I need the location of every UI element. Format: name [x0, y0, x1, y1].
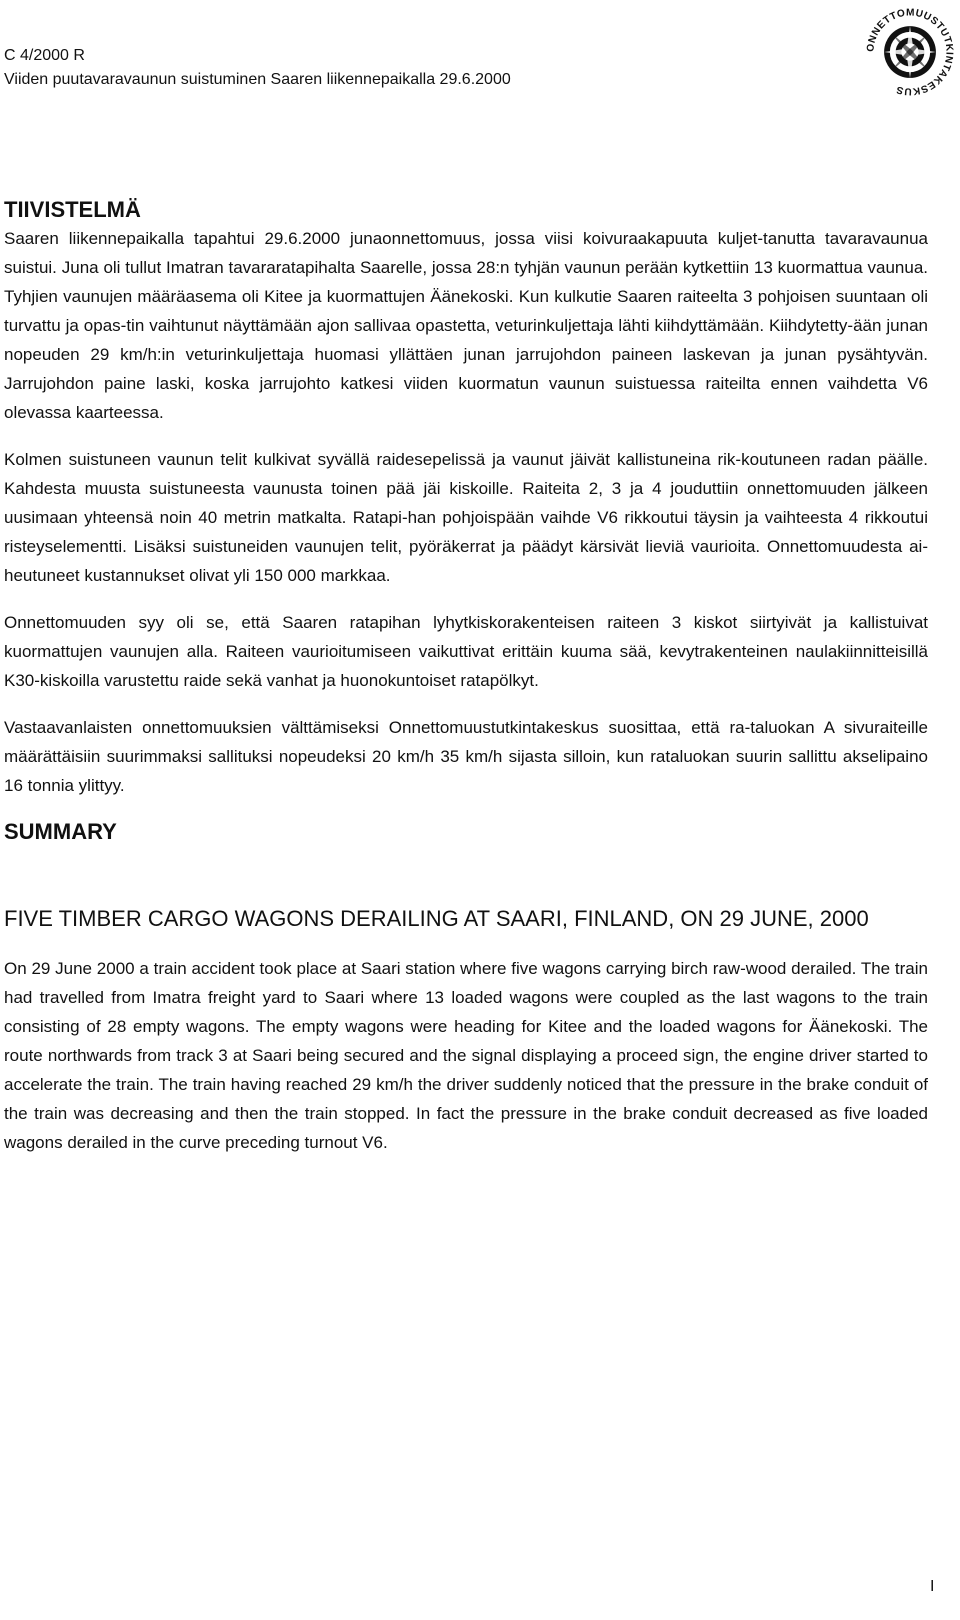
- document-subtitle: Viiden puutavaravaunun suistuminen Saaren liikennepaikalla 29.6.2000: [4, 71, 511, 88]
- tiivistelma-paragraph-4: Vastaavanlaisten onnettomuuksien välttämiseksi Onnettomuustutkintakeskus suosittaa, että ra-taluokan A sivuraiteille määrättäisiin suurimmaksi sallituksi nopeudeksi 20 km/h 35 km/h sijasta silloin, kun rataluokan suurin sallittu akselipaino 16 tonnia ylittyy.: [4, 718, 928, 795]
- tiivistelma-paragraph-3: Onnettomuuden syy oli se, että Saaren ratapihan lyhytkiskorakenteisen raiteen 3 kiskot siirtyivät ja kallistuivat kuormattujen vaunujen alla. Raiteen vaurioitumiseen vaikuttivat erittäin kuuma sää, kevytrakenteinen naulakiinnitteisillä K30-kiskoilla varustettu raide sekä vanhat ja huonokuntoiset ratapölkyt.: [4, 613, 928, 690]
- summary-title: FIVE TIMBER CARGO WAGONS DERAILING AT SAARI, FINLAND, ON 29 JUNE, 2000: [4, 906, 869, 931]
- summary-heading: SUMMARY: [4, 819, 117, 844]
- summary-paragraph: On 29 June 2000 a train accident took place at Saari station where five wagons carrying birch raw-wood derailed. The train had travelled from Imatra freight yard to Saari where 13 loaded wagons were coupled as the last wagons to the train consisting of 28 empty wagons. The empty wagons were heading for Kitee and the loaded wagons for Äänekoski. The route northwards from track 3 at Saari being secured and the signal displaying a proceed sign, the engine driver started to accelerate the train. The train having reached 29 km/h the driver suddenly noticed that the pressure in the brake conduit of the train was decreasing and then the train stopped. In fact the pressure in the brake conduit decreased as five loaded wagons derailed in the curve preceding turnout V6.: [4, 959, 928, 1152]
- main-content: [4, 196, 928, 1175]
- tiivistelma-paragraph-2: Kolmen suistuneen vaunun telit kulkivat syvällä raidesepelissä ja vaunut jäivät kallistuneina rik-koutuneen radan päälle. Kahdesta muusta suistuneesta vaunusta toinen pää jäi kiskoille. Raiteita 2, 3 ja 4 jouduttiin onnettomuuden jälkeen uusimaan yhteensä noin 40 metrin matkalta. Ratapi-han pohjoispään vaihde V6 rikkoutui täysin ja vaihteesta 4 rikkoutui risteyselementti. Lisäksi suistuneiden vaunujen telit, pyöräkerrat ja päädyt kärsivät lieviä vaurioita. Onnettomuudesta ai-heutuneet kustannukset olivat yli 150 000 markkaa.: [4, 450, 928, 585]
- spiral-emblem-icon: [884, 26, 936, 78]
- page-header: [4, 44, 511, 92]
- document-id: C 4/2000 R: [4, 47, 85, 64]
- tiivistelma-paragraph-1: Saaren liikennepaikalla tapahtui 29.6.2000 junaonnettomuus, jossa viisi koivuraakapuuta kuljet-tanutta tavaravaunua suistui. Juna oli tullut Imatran tavararatapihalta Saarelle, jossa 28:n tyhjän vaunun perään kytkettiin 13 kuormattua vaunua. Tyhjien vaunujen määräasema oli Kitee ja kuormattujen Äänekoski. Kun kulkutie Saaren raiteelta 3 pohjoisen suuntaan oli turvattu ja opas-tin vaihtunut näyttämään ajon sallivaa opastetta, veturinkuljettaja lähti kiihdyttämään. Kiihdytetty-ään junan nopeuden 29 km/h:in veturinkuljettaja huomasi yllättäen junan jarrujohdon paineen laskevan ja junan pysähtyvän. Jarrujohdon paine laski, koska jarrujohto katkesi viiden kuormatun vaunun suistuessa raiteilta ennen vaihdetta V6 olevassa kaarteessa.: [4, 229, 928, 422]
- page-number: I: [930, 1578, 935, 1595]
- tiivistelma-heading: TIIVISTELMÄ: [4, 197, 141, 222]
- onnettomuustutkintakeskus-logo: [862, 4, 958, 100]
- logo-text: ONNETTOMUUSTUTKINTAKESKUS: [865, 7, 955, 97]
